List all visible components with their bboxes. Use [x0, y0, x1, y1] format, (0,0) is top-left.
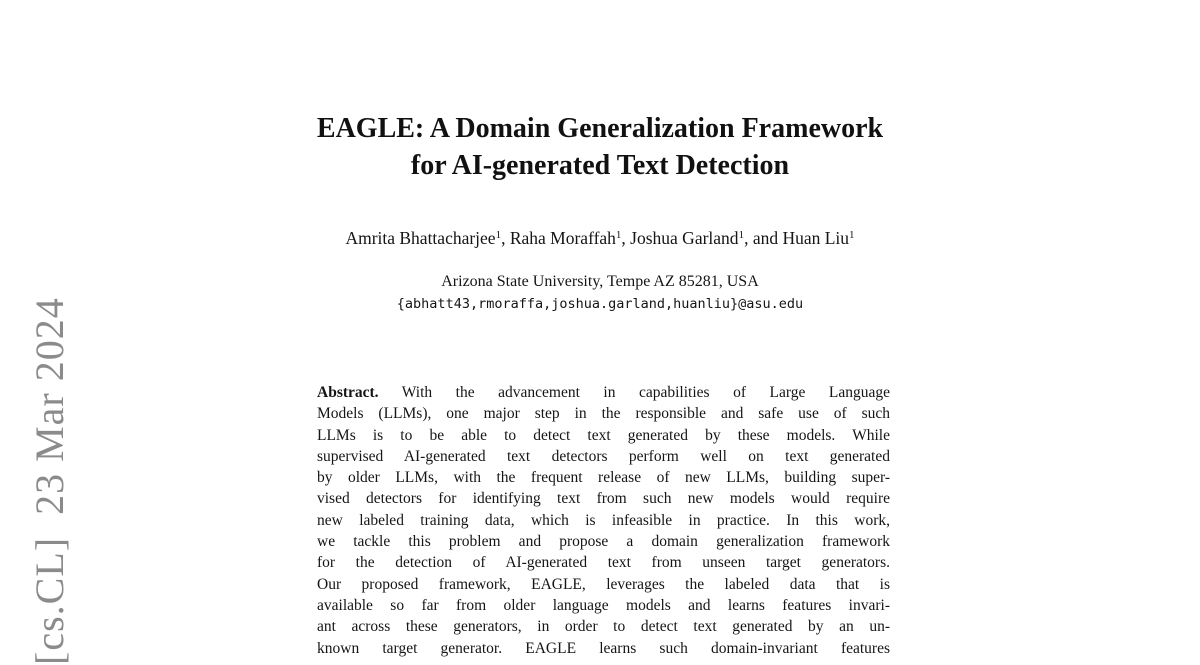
author-name: , Raha Moraffah$^1$ — [501, 228, 622, 248]
email-line: {abhatt43,rmoraffa,joshua.garland,huanliu}@asu.edu — [396, 296, 804, 312]
abstract-line: new labeled training data, which is infeasible in practice. In this work, — [317, 511, 890, 529]
abstract-line: ant across these generators, in order to detect text generated by an un- — [317, 618, 890, 636]
abstract-line: we tackle this problem and propose a domain generalization framework — [317, 533, 890, 551]
author-affiliation-marker: 1 — [738, 229, 745, 241]
abstract-line: available so far from older language models and learns features invari- — [317, 596, 890, 614]
author-name: Amrita Bhattacharjee$^1$ — [345, 228, 502, 248]
abstract-label: Abstract. — [317, 384, 379, 401]
abstract-line-text: With the advancement in capabilities of Large Language — [401, 384, 890, 401]
abstract-line — [317, 382, 890, 403]
abstract-line: Models (LLMs), one major step in the responsible and safe use of such — [317, 405, 890, 423]
arxiv-stamp: [cs.CL] 23 Mar 2024 — [27, 297, 72, 665]
author-affiliation-marker: 1 — [849, 229, 855, 241]
abstract-block — [317, 382, 890, 659]
abstract-line-partial: known target generator. EAGLE learns such domain-invariant features — [317, 639, 890, 657]
affiliation-line: Arizona State University, Tempe AZ 85281, USA — [441, 273, 759, 290]
abstract-line: supervised AI-generated text detectors perform well on text generated — [317, 447, 890, 465]
abstract-line: LLMs is to be able to detect text generated by these models. While — [317, 426, 890, 444]
abstract-line: by older LLMs, with the frequent release of new LLMs, building super- — [317, 469, 890, 487]
author-list — [0, 226, 1200, 250]
paper-title — [0, 110, 1200, 184]
author-affiliation-marker: 1 — [615, 229, 622, 241]
paper-title-line-1: EAGLE: A Domain Generalization Framework — [316, 113, 884, 144]
abstract-line: for the detection of AI-generated text from unseen target generators. — [317, 554, 890, 572]
author-name: , Joshua Garland$^1$ — [621, 228, 745, 248]
paper-title-line-2: for AI-generated Text Detection — [410, 150, 790, 181]
author-affiliation-marker: 1 — [495, 229, 502, 241]
abstract-line: vised detectors for identifying text from such new models would require — [317, 490, 890, 508]
author-name: , and Huan Liu$^1$ — [744, 228, 855, 248]
abstract-line: Our proposed framework, EAGLE, leverages the labeled data that is — [317, 575, 890, 593]
